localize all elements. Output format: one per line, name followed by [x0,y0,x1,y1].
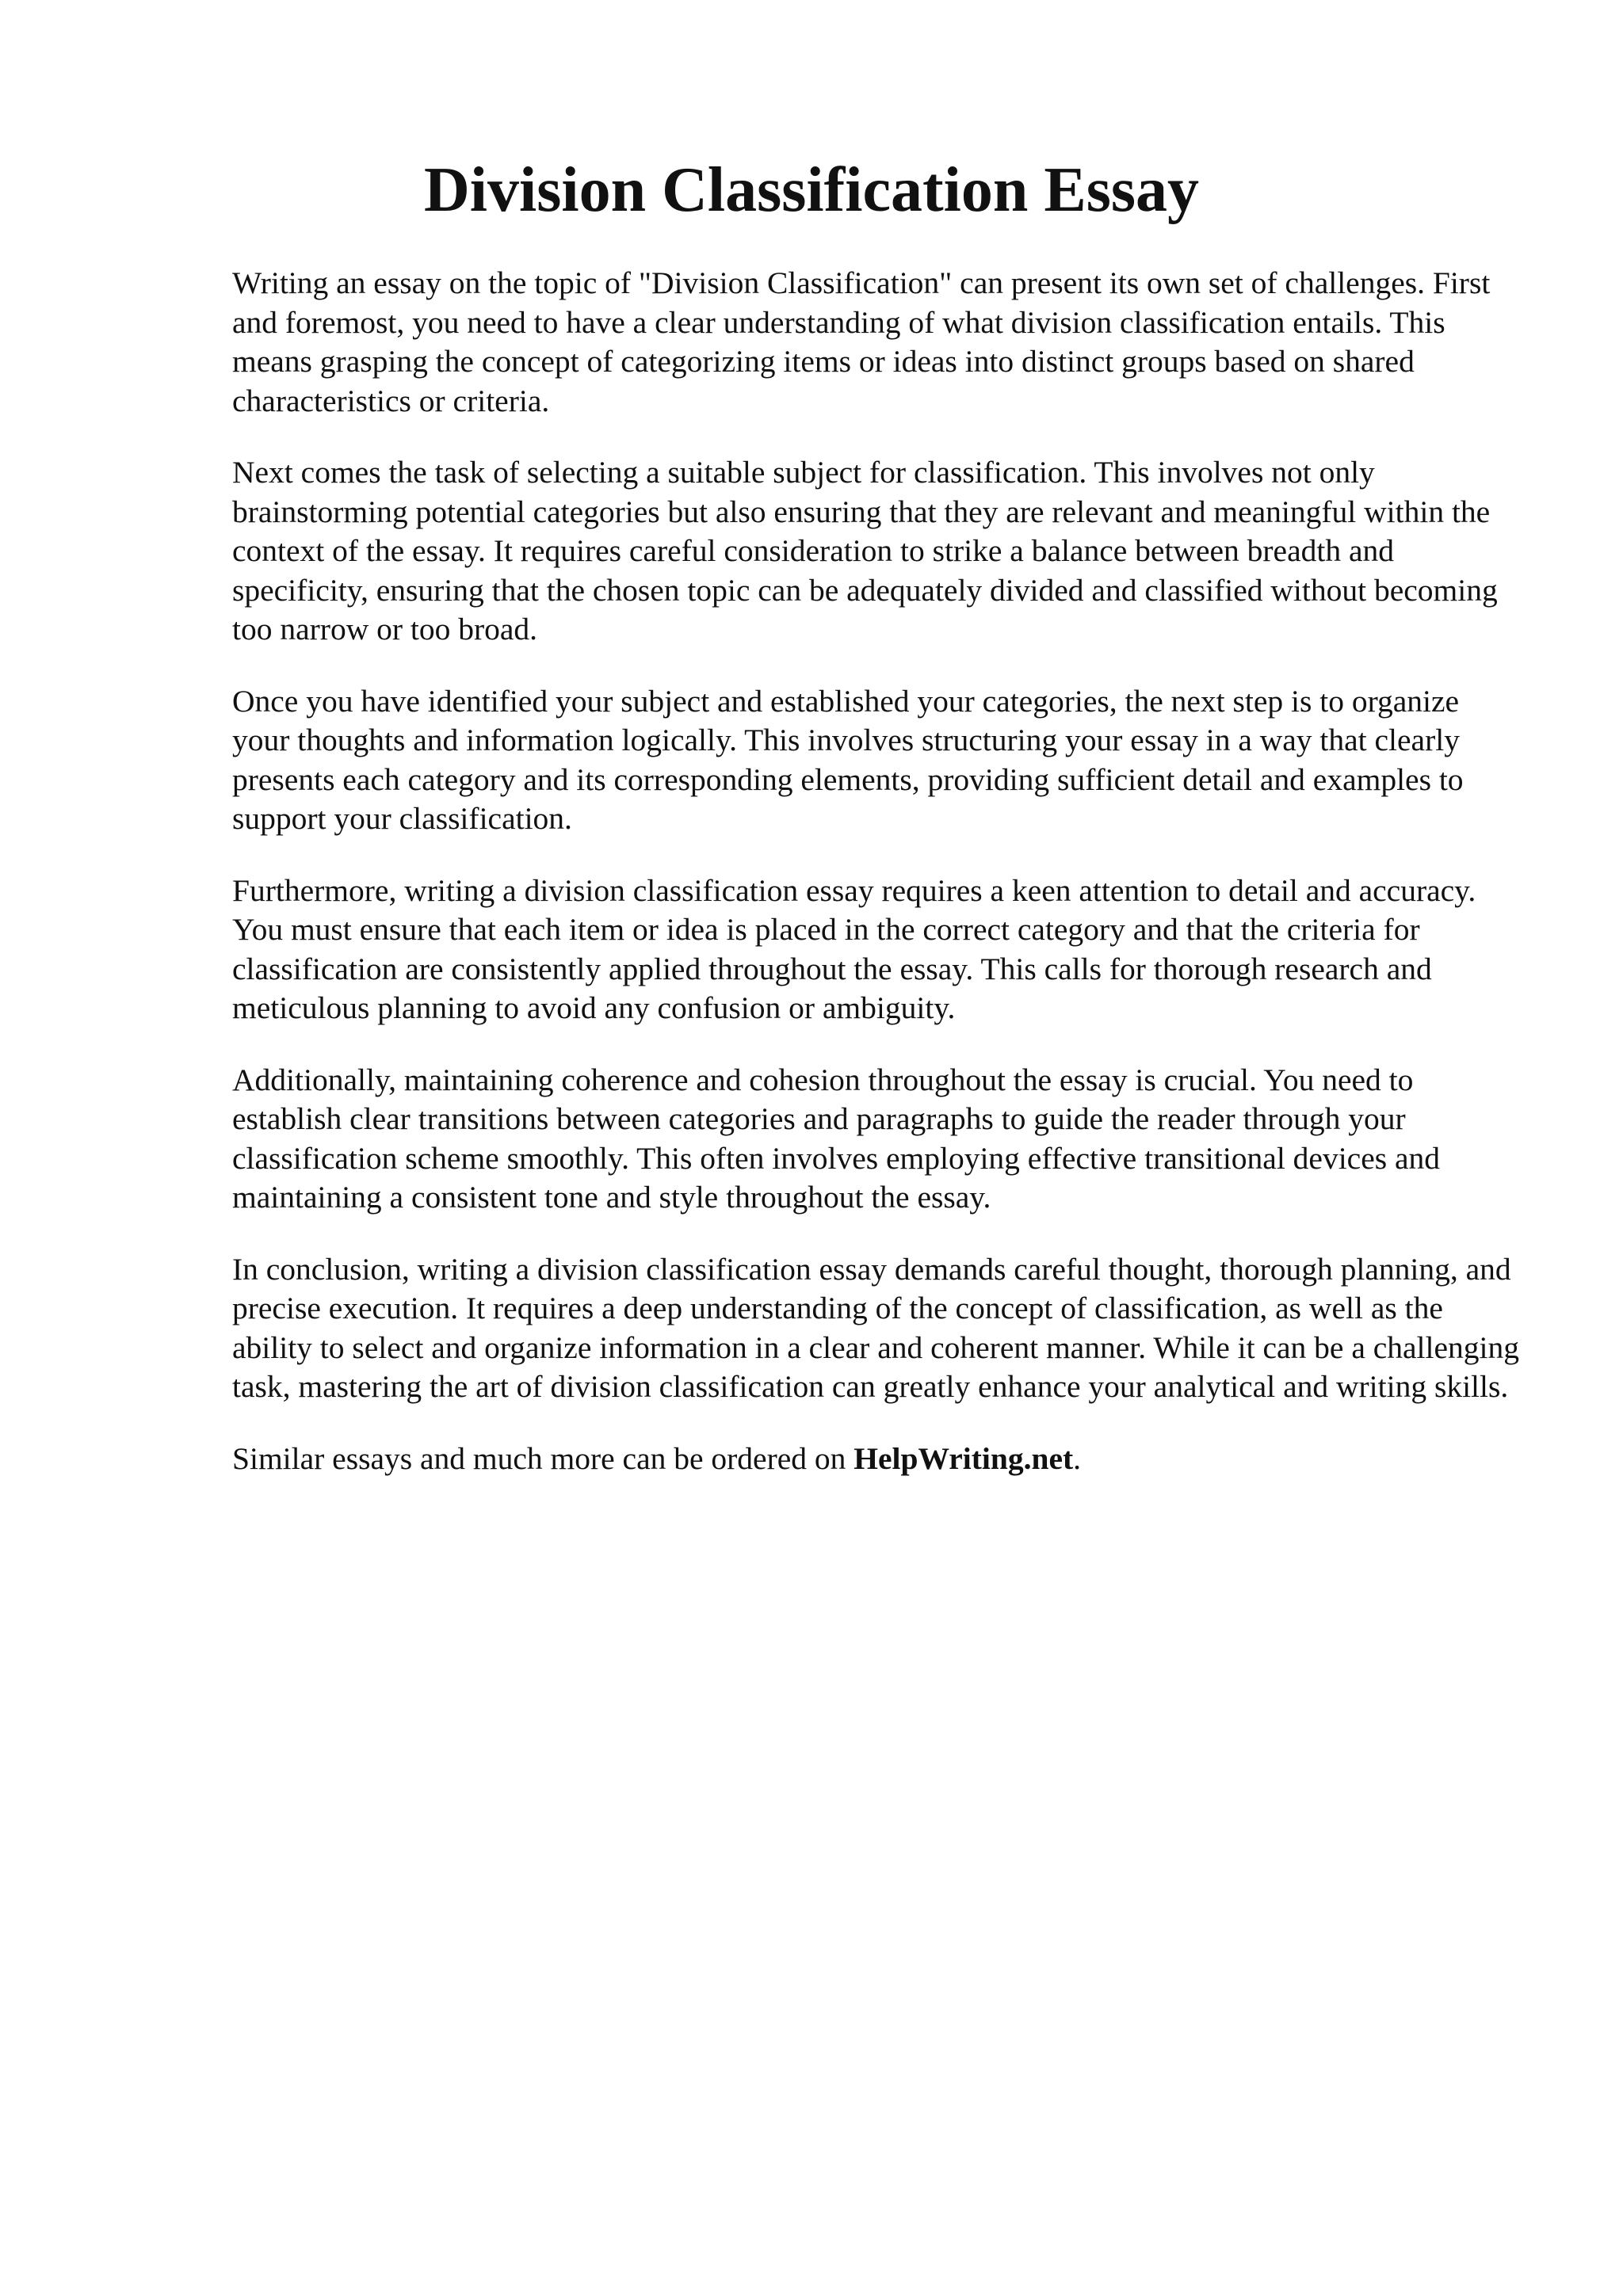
document-body [232,264,1524,1511]
paragraph-1: Writing an essay on the topic of "Division Classification" can present its own set of challenges. First and foremost, you need to have a clear understanding of what division classification entails. This means grasping the concept of categorizing items or ideas into distinct groups based on shared characteristics or criteria. [232,265,1491,418]
brand-link[interactable]: HelpWriting.net [854,1440,1074,1476]
paragraph-2: Next comes the task of selecting a suitable subject for classification. This involves not only brainstorming potential categories but also ensuring that they are relevant and meaningful within the context of the essay. It requires careful consideration to strike a balance between breadth and specificity, ensuring that the chosen topic can be adequately divided and classified without becoming too narrow or too broad. [232,455,1498,646]
paragraph-4: Furthermore, writing a division classification essay requires a keen attention to detail and accuracy. You must ensure that each item or idea is placed in the correct category and that the criteria for classification are consistently applied throughout the essay. This calls for thorough research and meticulous planning to avoid any confusion or ambiguity. [232,872,1476,1025]
paragraph-3: Once you have identified your subject and established your categories, the next step is to organize your thoughts and information logically. This involves structuring your essay in a way that clearly presents each category and its corresponding elements, providing sufficient detail and examples to support your classification. [232,683,1464,836]
footer-line [232,1440,1524,1479]
document-title: Division Classification Essay [424,155,1199,225]
paragraph-6: In conclusion, writing a division classification essay demands careful thought, thorough planning, and precise execution. It requires a deep understanding of the concept of classification, as well as the ability to select and organize information in a clear and coherent manner. While it can be a challenging task, mastering the art of division classification can greatly enhance your analytical and writing skills. [232,1251,1519,1404]
paragraph-5: Additionally, maintaining coherence and cohesion throughout the essay is crucial. You need to establish clear transitions between categories and paragraphs to guide the reader through your classification scheme smoothly. This often involves employing effective transitional devices and maintaining a consistent tone and style throughout the essay. [232,1062,1441,1215]
footer-suffix: . [1073,1440,1082,1476]
footer-prefix: Similar essays and much more can be ordered on [232,1440,854,1476]
